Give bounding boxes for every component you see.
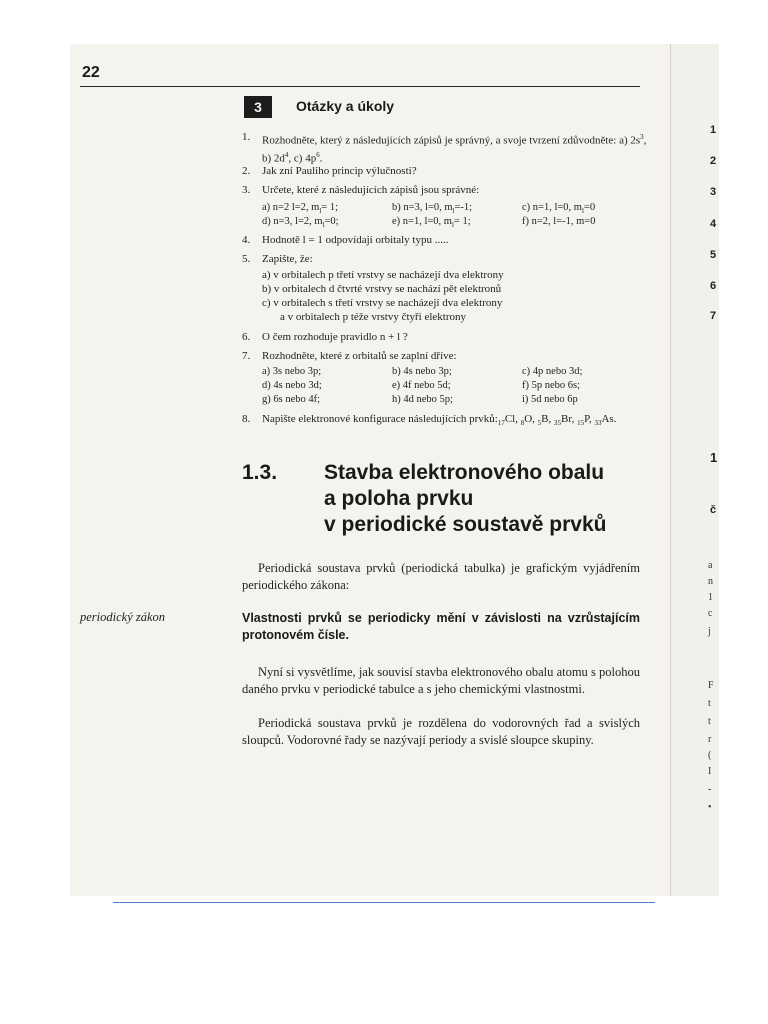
question-number: 3. xyxy=(242,184,251,196)
question-text: , c) 4p xyxy=(288,152,317,165)
question-text: O čem rozhoduje pravidlo n + l ? xyxy=(262,331,408,343)
option-text: e) 4f nebo 5d; xyxy=(392,380,451,391)
option-text: a) n=2 l=2, m xyxy=(262,202,320,213)
question-text: , b) 2d xyxy=(262,134,647,165)
option-text: b) 4s nebo 3p; xyxy=(392,366,452,377)
q5-item-c: c) v orbitalech s třetí vrstvy se nacházejí dva elektrony xyxy=(262,297,503,309)
question-text: Hodnotě l = 1 odpovídají orbitaly typu ..... xyxy=(262,234,449,246)
edge-heading: 1 xyxy=(710,450,718,465)
question-3-options xyxy=(262,201,642,229)
paragraph-3: Periodická soustava prvků je rozdělena do vodorovných řad a svislých sloupců. Vodorovné řady se nazývají periody a svislé sloupce skupiny. xyxy=(242,716,640,747)
question-1 xyxy=(242,130,648,165)
edge-letter: r xyxy=(708,734,712,745)
edge-letter: F xyxy=(708,680,714,691)
chapter-number: 1.3. xyxy=(242,461,278,484)
option-text: f) 5p nebo 6s; xyxy=(522,380,581,391)
chapter-title-line-2: a poloha prvku xyxy=(324,487,474,510)
edge-number: 6 xyxy=(710,280,717,292)
option-text: = 1; xyxy=(321,202,339,213)
element-symbol: P, xyxy=(584,413,595,425)
q5-item-c-cont: a v orbitalech p téže vrstvy čtyři elektrony xyxy=(280,311,467,323)
element-symbol: O, xyxy=(524,413,538,425)
option-text: c) n=1, l=0, m xyxy=(522,202,582,213)
edge-letter: 1 xyxy=(708,592,713,603)
section-title: Otázky a úkoly xyxy=(296,98,395,114)
edge-letter: j xyxy=(708,626,711,637)
proton-number: 35 xyxy=(554,419,562,428)
question-3 xyxy=(242,183,648,197)
question-4 xyxy=(242,233,648,247)
element-symbol: Br, xyxy=(561,413,578,425)
question-7-options xyxy=(262,365,642,407)
footer-divider xyxy=(113,902,655,903)
edge-letter: I xyxy=(708,766,712,777)
edge-letter: c xyxy=(708,608,713,619)
section-number-box: 3 xyxy=(244,96,272,118)
edge-letter: ( xyxy=(708,750,712,761)
element-symbol: As. xyxy=(601,413,617,425)
option-text: f) n=2, l=-1, m=0 xyxy=(522,216,596,227)
question-number: 7. xyxy=(242,350,251,362)
superscript: 4 xyxy=(284,150,289,159)
header-rule xyxy=(80,86,640,87)
subscript: l xyxy=(322,221,325,230)
option-text: c) 4p nebo 3d; xyxy=(522,366,583,377)
subscript: l xyxy=(319,207,322,216)
q5-item-b: b) v orbitalech d čtvrté vrstvy se nachází pět elektronů xyxy=(262,283,502,295)
question-7 xyxy=(242,349,648,363)
edge-number: 4 xyxy=(710,218,717,230)
option-text: =-1; xyxy=(454,202,473,213)
chapter-title-line-1: Stavba elektronového obalu xyxy=(324,461,605,484)
question-text: Zapište, že: xyxy=(262,253,313,265)
paragraph-2: Nyní si vysvětlíme, jak souvisí stavba elektronového obalu atomu s polohou daného prvku v periodické tabulce a s jeho chemickými vlastnostmi. xyxy=(242,665,640,696)
question-number: 2. xyxy=(242,165,251,177)
question-text: Rozhodněte, které z orbitalů se zaplní dříve: xyxy=(262,350,457,362)
proton-number: 33 xyxy=(594,419,602,428)
option-text: =0 xyxy=(583,202,596,213)
edge-letter: - xyxy=(708,784,712,795)
superscript: 3 xyxy=(640,133,644,141)
edge-number: 7 xyxy=(710,310,717,322)
question-text: Rozhodněte, který z následujících zápisů je správný, a svoje tvrzení zdůvodněte: a) 2s xyxy=(262,134,641,147)
option-text: a) 3s nebo 3p; xyxy=(262,366,322,377)
question-text: Napište elektronové konfigurace následujících prvků: xyxy=(262,413,498,425)
edge-number: 3 xyxy=(710,186,717,198)
question-number: 6. xyxy=(242,331,251,343)
subscript: l xyxy=(581,207,584,216)
option-text: g) 6s nebo 4f; xyxy=(262,394,321,405)
intro-paragraph: Periodická soustava prvků (periodická tabulka) je grafickým vyjádřením periodického zákona: xyxy=(242,561,640,592)
proton-number: 8 xyxy=(520,419,525,428)
element-symbol: B, xyxy=(541,413,552,425)
page-number: 22 xyxy=(82,64,100,81)
edge-number: 5 xyxy=(710,249,717,261)
edge-number: 1 xyxy=(710,124,717,136)
element-symbol: Cl, xyxy=(504,413,521,425)
proton-number: 5 xyxy=(537,419,542,428)
superscript: 6 xyxy=(316,150,320,159)
question-number: 8. xyxy=(242,413,251,425)
subscript: l xyxy=(452,207,455,216)
question-number: 5. xyxy=(242,253,251,265)
question-6 xyxy=(242,330,648,344)
question-number: 4. xyxy=(242,234,251,246)
edge-heading: č xyxy=(710,504,717,516)
edge-letter: n xyxy=(708,576,713,587)
question-5 xyxy=(242,252,648,266)
option-text: d) n=3, l=2, m xyxy=(262,216,323,227)
chapter-title-line-3: v periodické soustavě prvků xyxy=(324,513,607,536)
edge-letter: a xyxy=(708,560,713,571)
proton-number: 17 xyxy=(497,419,505,428)
margin-label: periodický zákon xyxy=(80,610,166,624)
option-text: d) 4s nebo 3d; xyxy=(262,380,322,391)
edge-number: 2 xyxy=(710,155,717,167)
edge-letter: t xyxy=(708,698,711,709)
scanned-page xyxy=(70,44,670,896)
question-8 xyxy=(242,412,648,430)
option-text: b) n=3, l=0, m xyxy=(392,202,453,213)
question-text: . xyxy=(319,152,323,165)
option-text: e) n=1, l=0, m xyxy=(392,216,452,227)
q5-item-a: a) v orbitalech p třetí vrstvy se nacházejí dva elektrony xyxy=(262,269,504,281)
edge-letter: t xyxy=(708,716,711,727)
question-text: Jak zní Pauliho princip výlučnosti? xyxy=(262,165,417,177)
proton-number: 15 xyxy=(577,419,585,428)
question-2 xyxy=(242,164,648,178)
option-text: h) 4d nebo 5p; xyxy=(392,394,453,405)
option-text: i) 5d nebo 6p xyxy=(522,394,578,405)
periodic-law: Vlastnosti prvků se periodicky mění v závislosti na vzrůstajícím protonovém čísle. xyxy=(242,611,640,642)
question-number: 1. xyxy=(242,131,251,143)
question-text: Určete, které z následujících zápisů jsou správné: xyxy=(262,184,480,196)
next-page-edge xyxy=(670,44,719,896)
option-text: = 1; xyxy=(453,216,471,227)
subscript: l xyxy=(451,221,454,230)
edge-letter: • xyxy=(708,802,712,813)
option-text: =0; xyxy=(324,216,339,227)
